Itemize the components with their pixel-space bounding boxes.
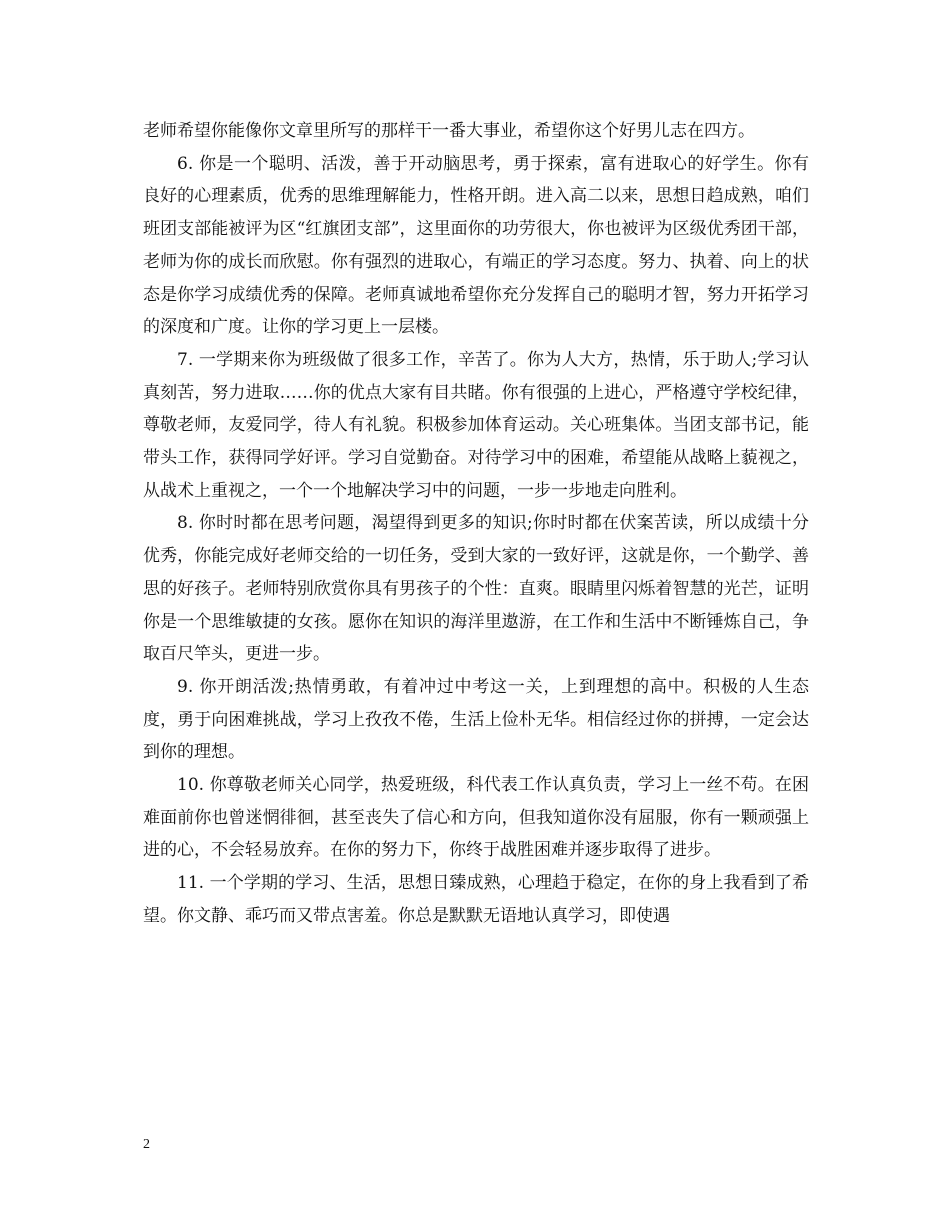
paragraph-item-11: 11. 一个学期的学习、生活，思想日臻成熟，心理趋于稳定，在你的身上我看到了希望。你文静、乖巧而又带点害羞。你总是默默无语地认真学习，即使遇: [143, 873, 809, 926]
paragraph-item-9: 9. 你开朗活泼;热情勇敢，有着冲过中考这一关，上到理想的高中。积极的人生态度，勇于向困难挑战，学习上孜孜不倦，生活上俭朴无华。相信经过你的拼搏，一定会达到你的理想。: [143, 676, 809, 763]
paragraph-item-7: 7. 一学期来你为班级做了很多工作，辛苦了。你为人大方，热情，乐于助人;学习认真刻苦，努力进取……你的优点大家有目共睹。你有很强的上进心，严格遵守学校纪律，尊敬老师，友爱同学，待人有礼貌。积极参加体育运动。关心班集体。当团支部书记，能带头工作，获得同学好评。学习自觉勤奋。对待学习中的困难，希望能从战略上藐视之，从战术上重视之，一个一个地解决学习中的问题，一步一步地走向胜利。: [143, 349, 809, 501]
document-body: [143, 115, 809, 933]
paragraph-item-6: 6. 你是一个聪明、活泼，善于开动脑思考，勇于探索，富有进取心的好学生。你有良好的心理素质，优秀的思维理解能力，性格开朗。进入高二以来，思想日趋成熟，咱们班团支部能被评为区“红旗团支部”，这里面你的功劳很大，你也被评为区级优秀团干部，老师为你的成长而欣慰。你有强烈的进取心，有端正的学习态度。努力、执着、向上的状态是你学习成绩优秀的保障。老师真诚地希望你充分发挥自己的聪明才智，努力开拓学习的深度和广度。让你的学习更上一层楼。: [143, 153, 809, 338]
paragraph-item-10: 10. 你尊敬老师关心同学，热爱班级，科代表工作认真负责，学习上一丝不苟。在困难面前你也曾迷惘徘徊，甚至丧失了信心和方向，但我知道你没有屈服，你有一颗顽强上进的心，不会轻易放弃。在你的努力下，你终于战胜困难并逐步取得了进步。: [143, 775, 809, 861]
paragraph-item-8: 8. 你时时都在思考问题，渴望得到更多的知识;你时时都在伏案苦读，所以成绩十分优秀，你能完成好老师交给的一切任务，受到大家的一致好评，这就是你，一个勤学、善思的好孩子。老师特别欣赏你具有男孩子的个性：直爽。眼睛里闪烁着智慧的光芒，证明你是一个思维敏捷的女孩。愿你在知识的海洋里遨游，在工作和生活中不断锤炼自己，争取百尺竿头，更进一步。: [143, 513, 809, 665]
page-number: 2: [143, 1137, 150, 1152]
paragraph-continuation: 老师希望你能像你文章里所写的那样干一番大事业，希望你这个好男儿志在四方。: [143, 121, 755, 141]
